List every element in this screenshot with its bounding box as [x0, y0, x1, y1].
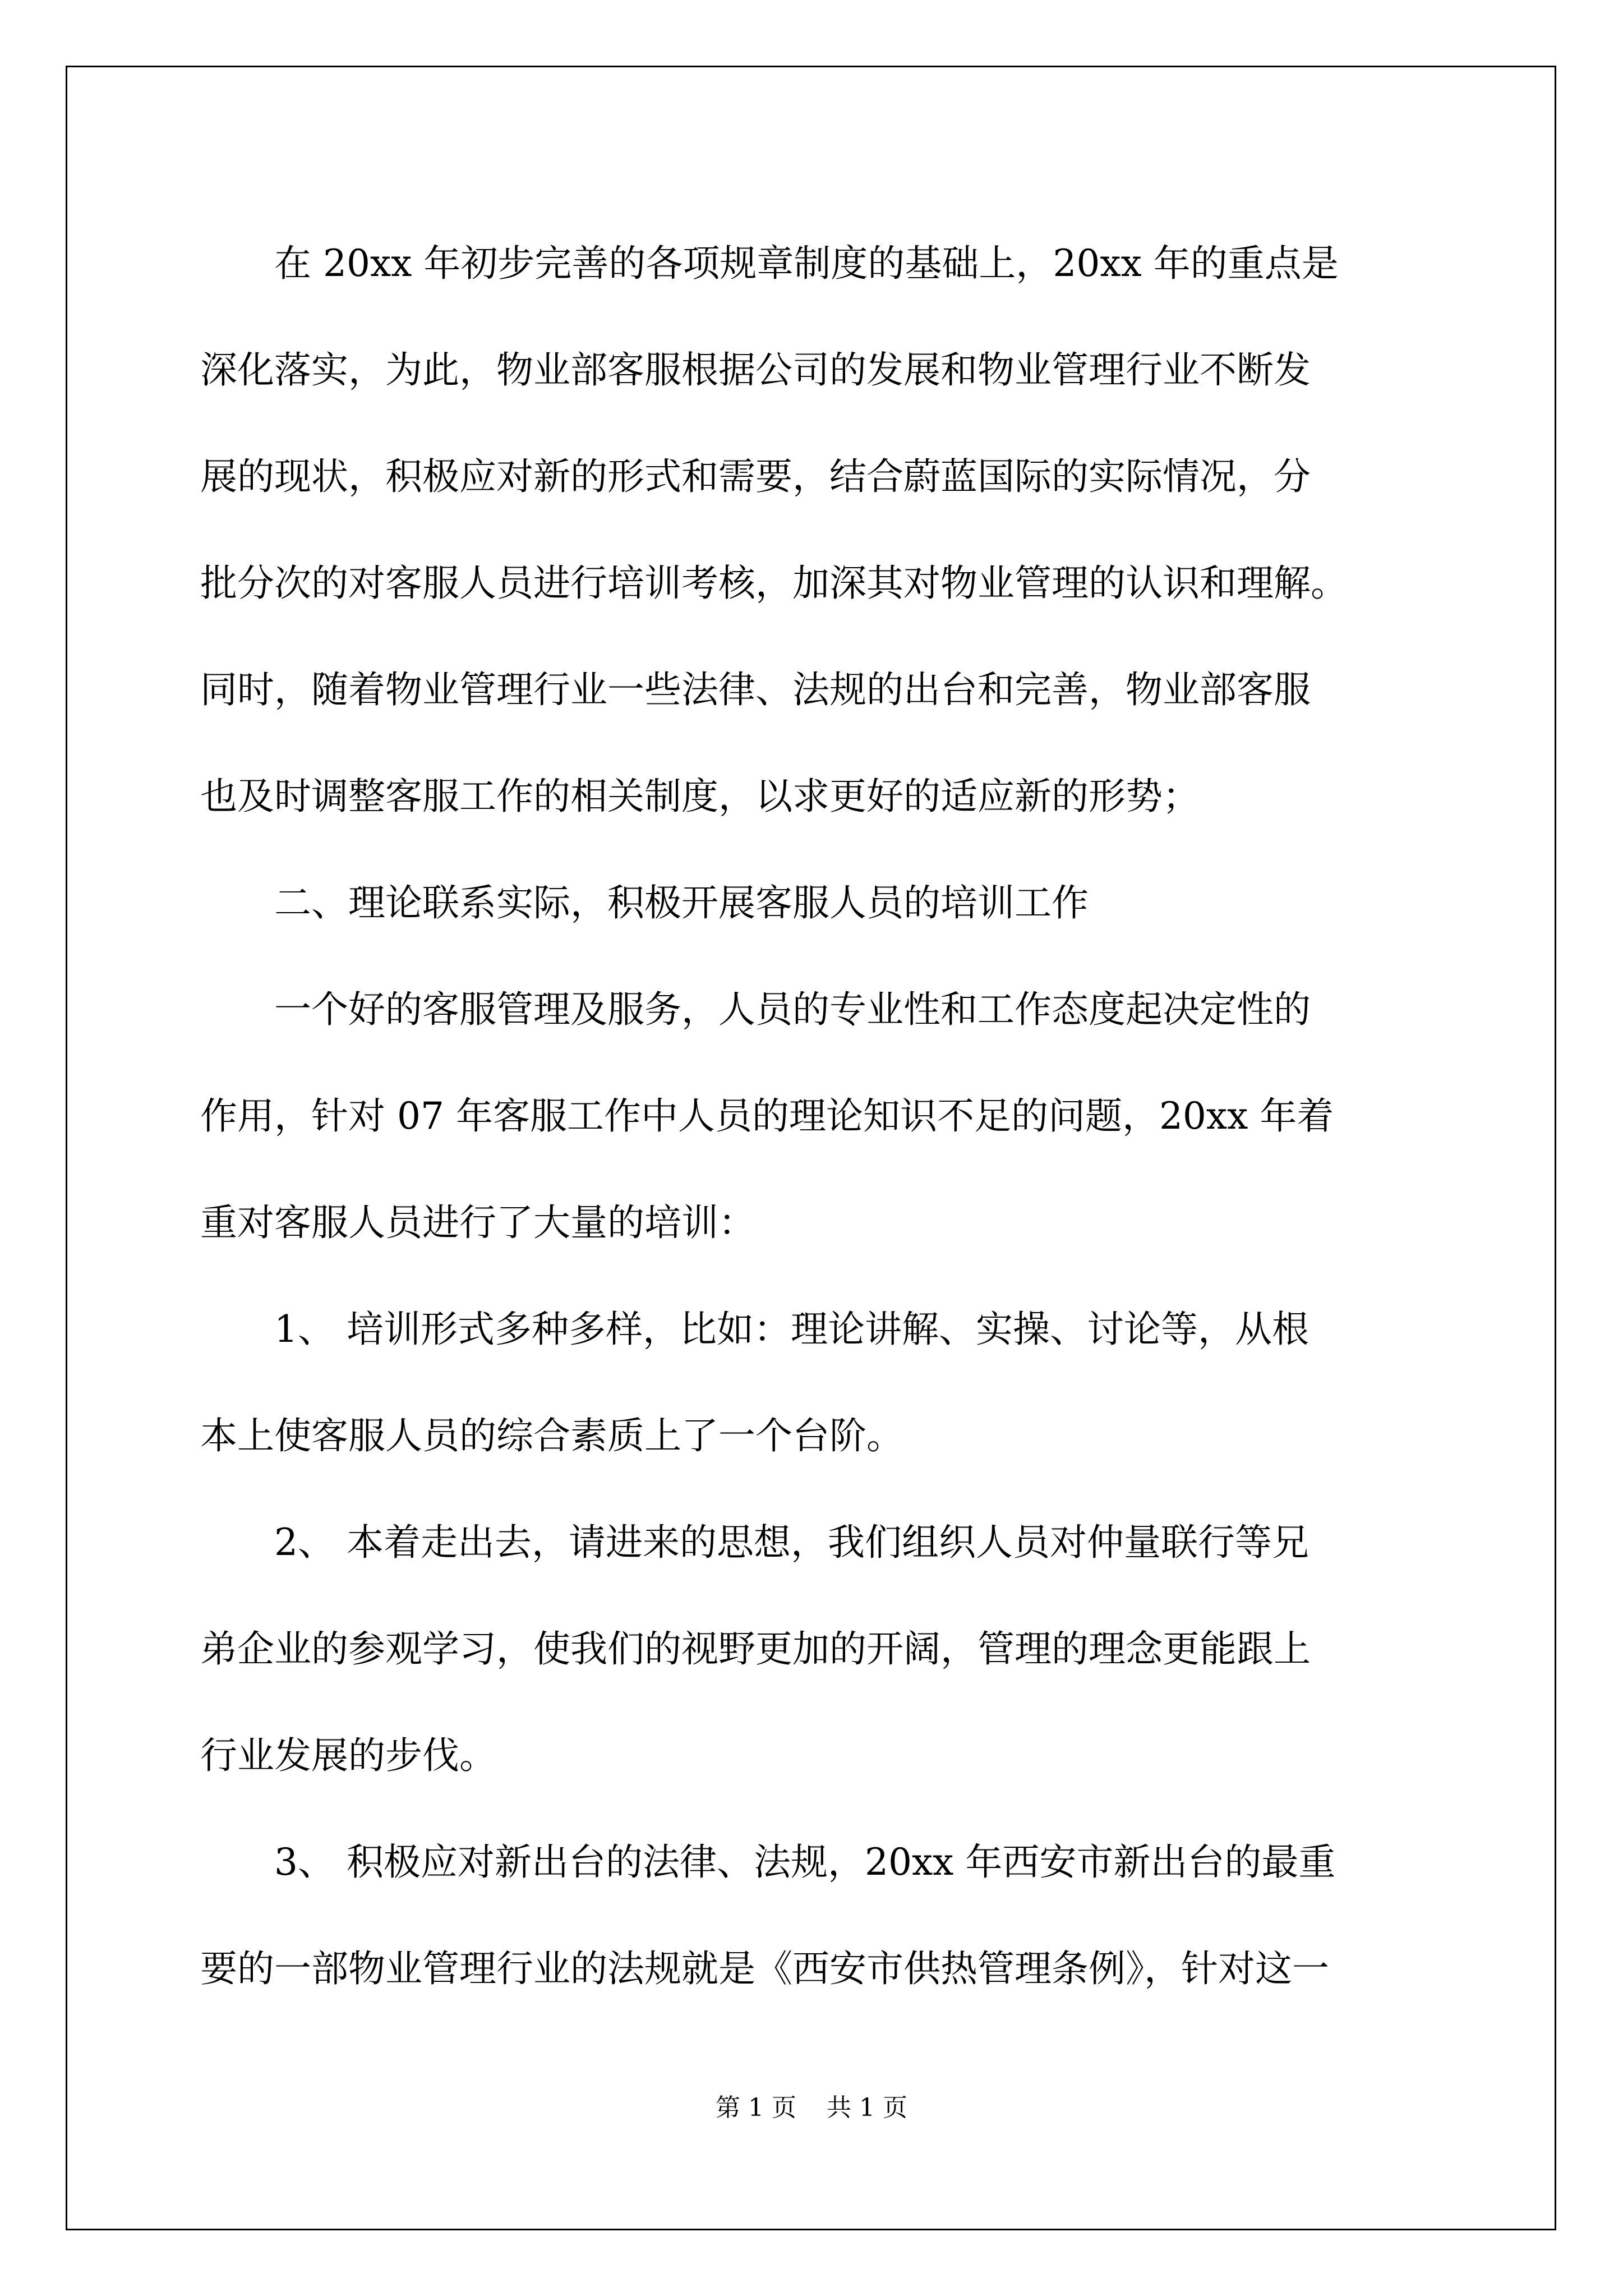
- text-line: 一个好的客服管理及服务，人员的专业性和工作态度起决定性的: [200, 988, 1311, 1031]
- page-footer: [0, 2091, 1623, 2125]
- text-line: 也及时调整客服工作的相关制度，以求更好的适应新的形势；: [200, 775, 1200, 818]
- list-item-1-line: 1、 培训形式多种多样，比如：理论讲解、实操、讨论等，从根: [200, 1308, 1309, 1351]
- text-line: 批分次的对客服人员进行培训考核，加深其对物业管理的认识和理解。: [200, 562, 1348, 605]
- text-line: 弟企业的参观学习，使我们的视野更加的开阔，管理的理念更能跟上: [200, 1627, 1311, 1671]
- text-line: 展的现状，积极应对新的形式和需要，结合蔚蓝国际的实际情况，分: [200, 455, 1311, 498]
- text-line: 行业发展的步伐。: [200, 1734, 496, 1777]
- text-line: 在 20xx 年初步完善的各项规章制度的基础上，20xx 年的重点是: [200, 242, 1339, 285]
- text-line: 本上使客服人员的综合素质上了一个台阶。: [200, 1414, 903, 1457]
- list-item-2-line: 2、 本着走出去，请进来的思想，我们组织人员对仲量联行等兄: [200, 1521, 1309, 1564]
- text-line: 深化落实，为此，物业部客服根据公司的发展和物业管理行业不断发: [200, 348, 1311, 392]
- text-line: 要的一部物业管理行业的法规就是《西安市供热管理条例》，针对这一: [200, 1947, 1329, 1990]
- text-line: 重对客服人员进行了大量的培训：: [200, 1201, 755, 1244]
- text-line: 作用，针对 07 年客服工作中人员的理论知识不足的问题，20xx 年着: [200, 1094, 1334, 1138]
- page-number: 第 1 页: [716, 2093, 796, 2122]
- document-body: [200, 210, 1422, 2022]
- list-item-3-line: 3、 积极应对新出台的法律、法规，20xx 年西安市新出台的最重: [200, 1841, 1336, 1884]
- section-heading: 二、理论联系实际，积极开展客服人员的培训工作: [200, 881, 1089, 924]
- page-total: 共 1 页: [827, 2093, 907, 2122]
- text-line: 同时，随着物业管理行业一些法律、法规的出台和完善，物业部客服: [200, 668, 1311, 711]
